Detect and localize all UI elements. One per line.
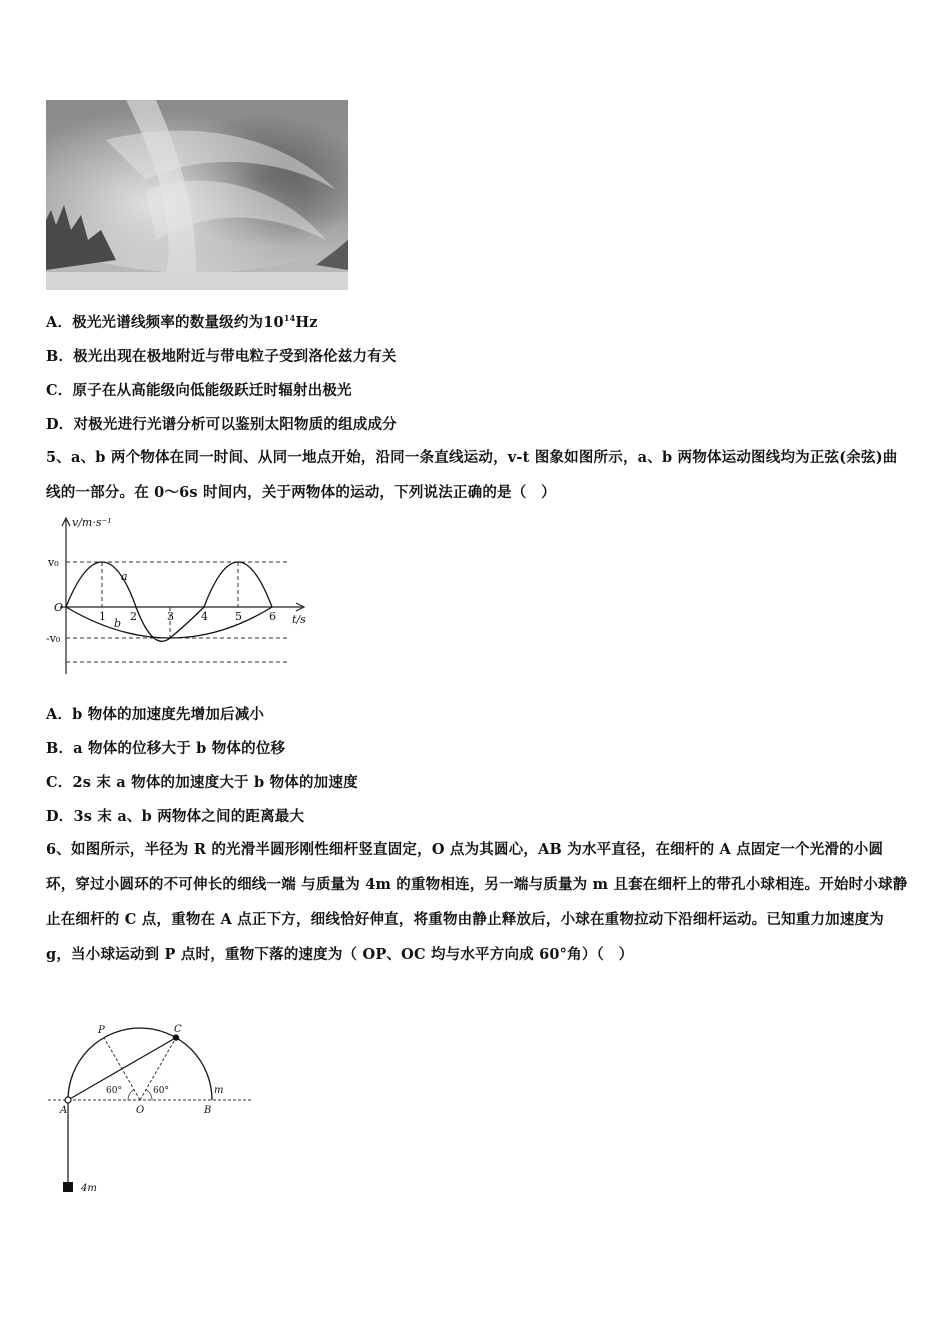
tick-1: 1 (99, 610, 106, 623)
curve-b-label: b (114, 617, 122, 630)
tick-3: 3 (167, 610, 174, 623)
q4-option-a: A．极光光谱线频率的数量级约为$10^{14}Hz$ (46, 313, 318, 331)
q5-option-b: B．a 物体的位移大于 b 物体的位移 (46, 740, 286, 757)
q4-option-d: D．对极光进行光谱分析可以鉴别太阳物质的组成成分 (46, 416, 397, 433)
curve-a-label: a (121, 570, 128, 583)
label-m: m (214, 1085, 224, 1096)
q4-option-b: B．极光出现在极地附近与带电粒子受到洛伦兹力有关 (46, 348, 397, 365)
q4-option-c: C．原子在从高能级向低能级跃迁时辐射出极光 (46, 382, 352, 399)
q5-option-c: C．2s 末 a 物体的加速度大于 b 物体的加速度 (46, 774, 358, 791)
q5-vt-graph (40, 514, 330, 680)
q6-figure (40, 1020, 270, 1200)
label-4m: 4m (81, 1183, 97, 1194)
y-axis-label: v/m·s⁻¹ (72, 516, 112, 529)
aurora-photo (46, 100, 348, 290)
angle-arc-left (128, 1090, 134, 1100)
x-axis-label: t/s (292, 613, 306, 626)
label-O: O (136, 1105, 145, 1116)
tick-4: 4 (201, 610, 208, 623)
semicircle-rod (68, 1028, 212, 1100)
q5-option-d: D．3s 末 a、b 两物体之间的距离最大 (46, 808, 305, 825)
angle-arc-right (146, 1090, 152, 1100)
origin-label: O (54, 601, 64, 614)
weight-4m (63, 1182, 73, 1192)
q6-stem: 6、如图所示，半径为 R 的光滑半圆形刚性细杆竖直固定，O 点为其圆心，AB 为水平直径，在细杆的 A 点固定一个光滑的小圆环，穿过小圆环的不可伸长的细线一端 与质量为 4m 的重物相连，另一端与质量为 m 且套在细杆上的带孔小球相连。开始时小球静止在细杆的 C 点，重物在 A 点正下方，细线恰好伸直，将重物由静止释放后，小球在重物拉动下沿细杆运动。已知重力加速度为 g，当小球运动到 P 点时，重物下落的速度为（ OP、OC 均与水平方向成 60°角）（ ） (46, 841, 908, 963)
q5-option-a: A．b 物体的加速度先增加后减小 (46, 706, 265, 723)
angle-right-label: 60° (153, 1086, 169, 1096)
tick-5: 5 (235, 610, 242, 623)
label-P: P (98, 1025, 105, 1036)
tick-6: 6 (269, 610, 276, 623)
small-ring-A (65, 1097, 71, 1103)
label-C: C (174, 1024, 182, 1035)
label-B: B (204, 1105, 212, 1116)
angle-left-label: 60° (106, 1086, 122, 1096)
q5-stem: 5、a、b 两个物体在同一时间、从同一地点开始，沿同一条直线运动，v-t 图象如图所示，a、b 两物体运动图线均为正弦(余弦)曲线的一部分。在 0～6s 时间内，关于两物体的运动，下列说法正确的是（ ） (46, 449, 898, 501)
curve-a (66, 562, 272, 641)
tick-2: 2 (130, 610, 137, 623)
ball-C (173, 1034, 179, 1040)
label-A: A (60, 1105, 68, 1116)
neg-v0-label: -v₀ (46, 632, 61, 645)
v0-label: v₀ (48, 556, 59, 569)
